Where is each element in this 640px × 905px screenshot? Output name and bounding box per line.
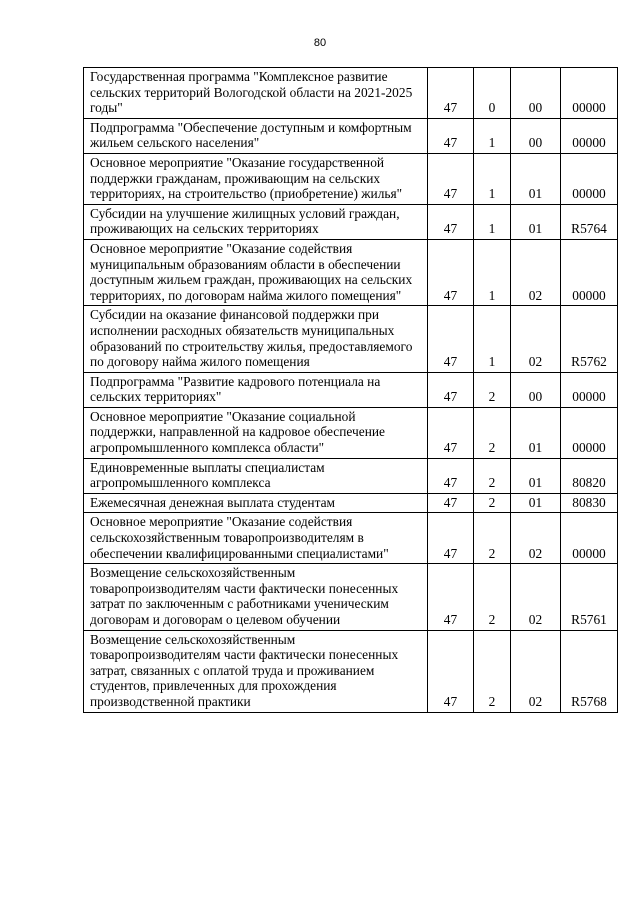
table-row (84, 68, 618, 119)
row-name: Субсидии на улучшение жилищных условий граждан, проживающих на сельских территориях (84, 204, 428, 239)
table-row (84, 458, 618, 493)
program-code: 47 (428, 458, 474, 493)
row-name: Возмещение сельскохозяйственным товаропроизводителям части фактически понесенных затрат, связанных с оплатой труда и проживанием студентов, привлеченных для прохождения производственной практики (84, 630, 428, 712)
main-event-code: 01 (511, 458, 561, 493)
subprogram-code: 2 (474, 630, 511, 712)
program-code: 47 (428, 68, 474, 119)
table-row (84, 513, 618, 564)
subprogram-code: 1 (474, 204, 511, 239)
direction-code: 00000 (561, 68, 618, 119)
main-event-code: 01 (511, 407, 561, 458)
direction-code: R5762 (561, 306, 618, 372)
subprogram-code: 1 (474, 239, 511, 305)
direction-code: 00000 (561, 118, 618, 153)
subprogram-code: 2 (474, 513, 511, 564)
main-event-code: 00 (511, 372, 561, 407)
program-code: 47 (428, 153, 474, 204)
program-code: 47 (428, 204, 474, 239)
program-code: 47 (428, 493, 474, 513)
row-name: Государственная программа "Комплексное развитие сельских территорий Вологодской области на 2021-2025 годы" (84, 68, 428, 119)
program-code: 47 (428, 630, 474, 712)
table-row (84, 372, 618, 407)
direction-code: 00000 (561, 153, 618, 204)
direction-code: 00000 (561, 407, 618, 458)
program-code: 47 (428, 306, 474, 372)
direction-code: 00000 (561, 239, 618, 305)
table-row (84, 564, 618, 630)
main-event-code: 00 (511, 118, 561, 153)
main-event-code: 02 (511, 630, 561, 712)
table-row (84, 630, 618, 712)
main-event-code: 02 (511, 564, 561, 630)
row-name: Основное мероприятие "Оказание государственной поддержки гражданам, проживающим на сельских территориях, на строительство (приобретение) жилья" (84, 153, 428, 204)
subprogram-code: 0 (474, 68, 511, 119)
subprogram-code: 1 (474, 118, 511, 153)
program-code: 47 (428, 513, 474, 564)
row-name: Основное мероприятие "Оказание социальной поддержки, направленной на кадровое обеспечение агропромышленного комплекса области" (84, 407, 428, 458)
row-name: Основное мероприятие "Оказание содействия сельскохозяйственным товаропроизводителям в обеспечении квалифицированными специалистами" (84, 513, 428, 564)
table-row (84, 239, 618, 305)
main-event-code: 01 (511, 493, 561, 513)
program-code: 47 (428, 118, 474, 153)
main-event-code: 02 (511, 239, 561, 305)
page-number: 80 (313, 37, 327, 49)
row-name: Подпрограмма "Развитие кадрового потенциала на сельских территориях" (84, 372, 428, 407)
table-row (84, 493, 618, 513)
main-event-code: 02 (511, 306, 561, 372)
direction-code: 00000 (561, 513, 618, 564)
program-code: 47 (428, 407, 474, 458)
budget-classification-table (83, 67, 618, 713)
direction-code: 00000 (561, 372, 618, 407)
row-name: Подпрограмма "Обеспечение доступным и комфортным жильем сельского населения" (84, 118, 428, 153)
row-name: Субсидии на оказание финансовой поддержки при исполнении расходных обязательств муниципальных образований по строительству жилья, предоставляемого по договору найма жилого помещения (84, 306, 428, 372)
main-event-code: 01 (511, 204, 561, 239)
row-name: Ежемесячная денежная выплата студентам (84, 493, 428, 513)
direction-code: R5768 (561, 630, 618, 712)
direction-code: 80820 (561, 458, 618, 493)
row-name: Единовременные выплаты специалистам агропромышленного комплекса (84, 458, 428, 493)
direction-code: 80830 (561, 493, 618, 513)
direction-code: R5764 (561, 204, 618, 239)
subprogram-code: 2 (474, 407, 511, 458)
subprogram-code: 2 (474, 493, 511, 513)
table-row (84, 407, 618, 458)
main-event-code: 00 (511, 68, 561, 119)
row-name: Возмещение сельскохозяйственным товаропроизводителям части фактически понесенных затрат по заключенным с работниками ученическим договорам и договорам о целевом обучении (84, 564, 428, 630)
row-name: Основное мероприятие "Оказание содействия муниципальным образованиям области в обеспечении доступным жильем граждан, проживающих на сельских территориях, по договорам найма жилого помещения" (84, 239, 428, 305)
main-event-code: 01 (511, 153, 561, 204)
subprogram-code: 1 (474, 153, 511, 204)
subprogram-code: 2 (474, 458, 511, 493)
table-row (84, 118, 618, 153)
subprogram-code: 2 (474, 564, 511, 630)
subprogram-code: 1 (474, 306, 511, 372)
main-event-code: 02 (511, 513, 561, 564)
program-code: 47 (428, 239, 474, 305)
program-code: 47 (428, 372, 474, 407)
table-row (84, 306, 618, 372)
program-code: 47 (428, 564, 474, 630)
table-row (84, 204, 618, 239)
direction-code: R5761 (561, 564, 618, 630)
table-row (84, 153, 618, 204)
subprogram-code: 2 (474, 372, 511, 407)
